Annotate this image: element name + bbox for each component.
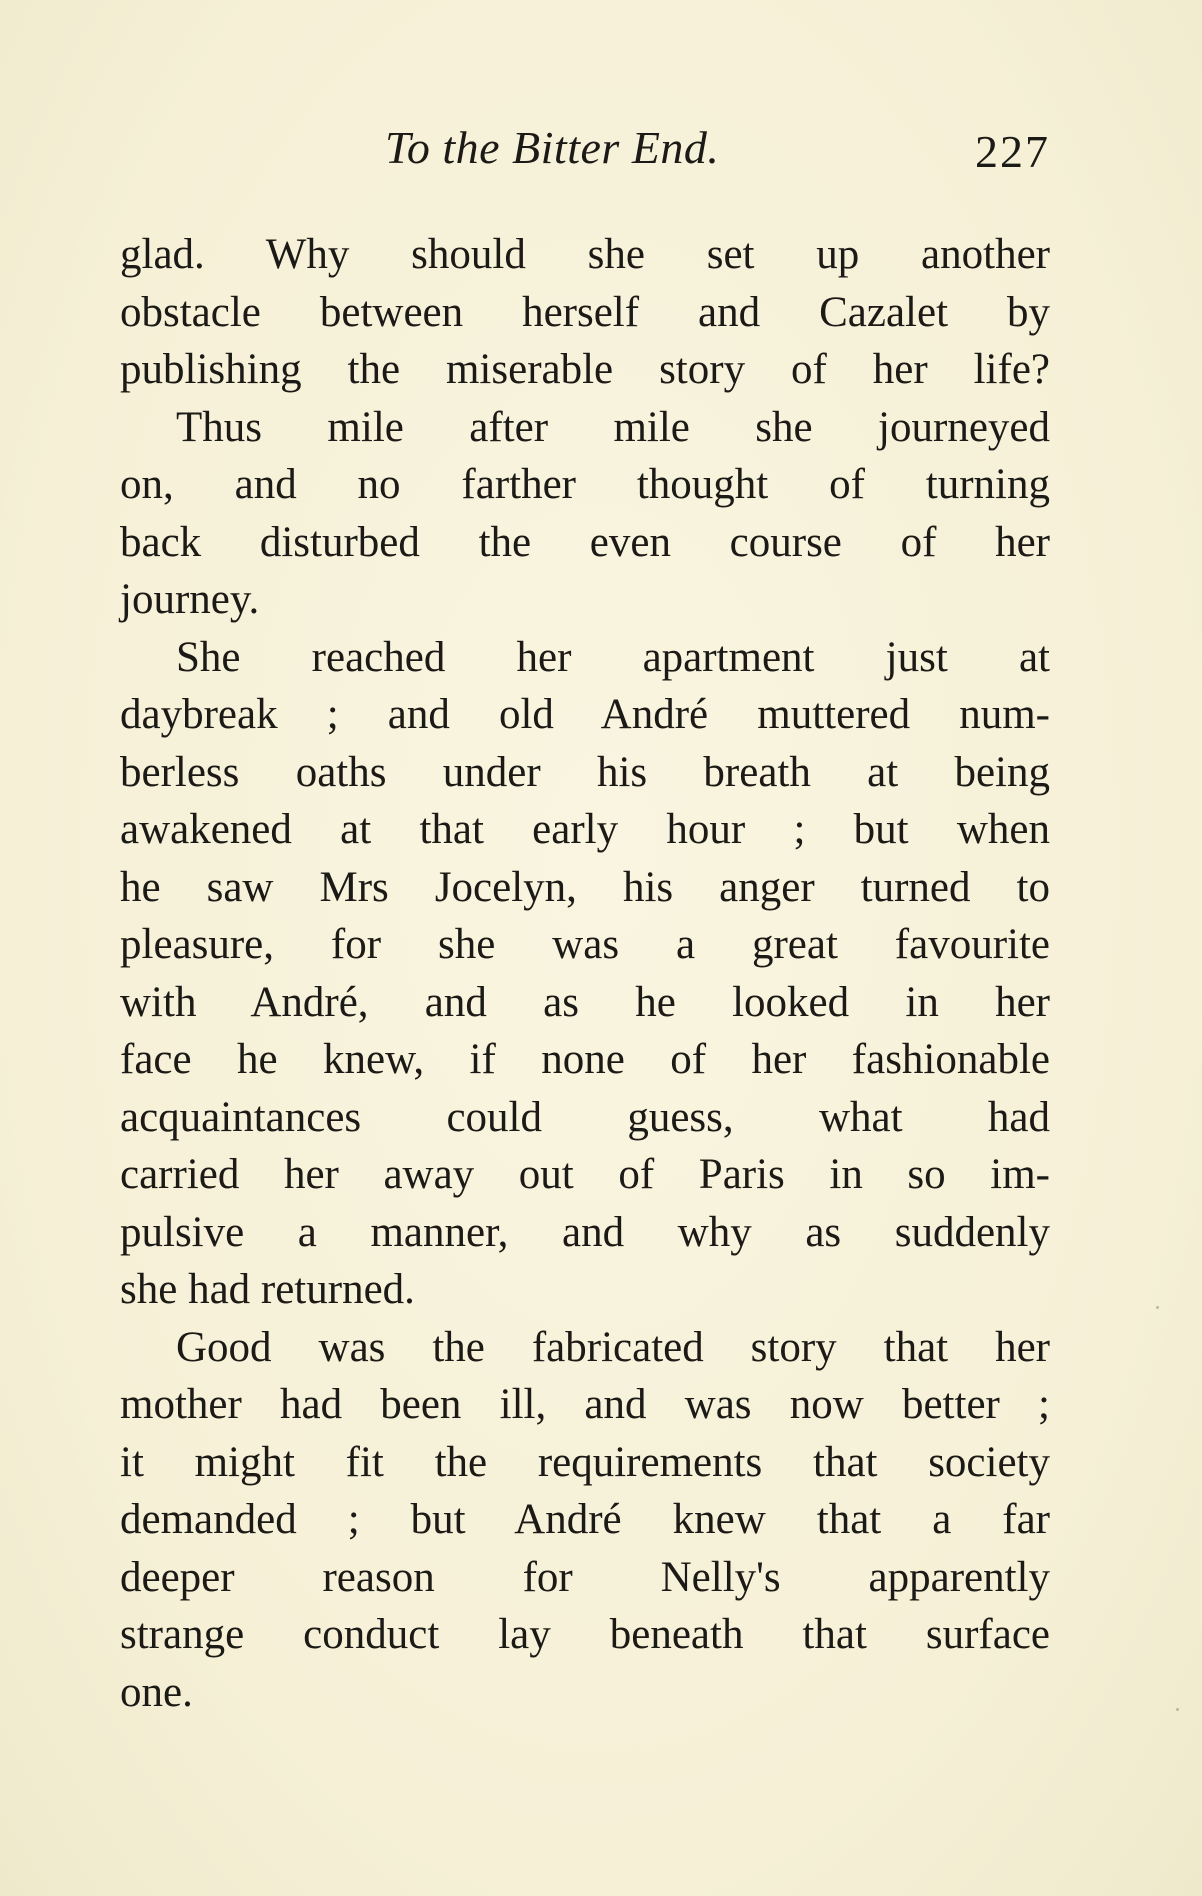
paper-speck xyxy=(1176,1708,1179,1711)
paper-speck xyxy=(1156,1306,1159,1309)
text-line: daybreak ; and old André muttered num- xyxy=(120,691,1050,738)
text-line: it might fit the requirements that society xyxy=(120,1438,1050,1486)
text-line: berless oaths under his breath at being xyxy=(120,748,1050,796)
text-line: strange conduct lay beneath that surface xyxy=(120,1611,1050,1658)
text-line: deeper reason for Nelly's apparently xyxy=(120,1553,1050,1601)
text-line: mother had been ill, and was now better ; xyxy=(120,1381,1050,1428)
text-line: pleasure, for she was a great favourite xyxy=(120,921,1050,968)
text-line: demanded ; but André knew that a far xyxy=(120,1496,1050,1543)
text-line: on, and no farther thought of turning xyxy=(120,461,1050,508)
running-title: To the Bitter End. xyxy=(385,122,720,173)
text-line: back disturbed the even course of her xyxy=(120,518,1050,566)
text-line: pulsive a manner, and why as suddenly xyxy=(120,1208,1050,1256)
text-line: obstacle between herself and Cazalet by xyxy=(120,288,1050,336)
running-head xyxy=(120,118,1050,178)
text-line: glad. Why should she set up another xyxy=(120,231,1050,278)
text-line: he saw Mrs Jocelyn, his anger turned to xyxy=(120,863,1050,911)
text-line: publishing the miserable story of her life? xyxy=(120,346,1050,393)
text-line: with André, and as he looked in her xyxy=(120,978,1050,1026)
text-line: awakened at that early hour ; but when xyxy=(120,806,1050,853)
text-line: one. xyxy=(120,1668,193,1716)
body-text xyxy=(120,226,1050,1721)
text-line: face he knew, if none of her fashionable xyxy=(120,1036,1050,1083)
page-number: 227 xyxy=(975,126,1050,177)
text-line: acquaintances could guess, what had xyxy=(120,1093,1050,1141)
text-line: journey. xyxy=(120,576,260,623)
text-line: carried her away out of Paris in so im- xyxy=(120,1151,1050,1198)
text-line: Good was the fabricated story that her xyxy=(176,1323,1050,1371)
text-line: she had returned. xyxy=(120,1266,415,1313)
text-line: Thus mile after mile she journeyed xyxy=(176,403,1050,451)
text-line: She reached her apartment just at xyxy=(176,633,1050,681)
